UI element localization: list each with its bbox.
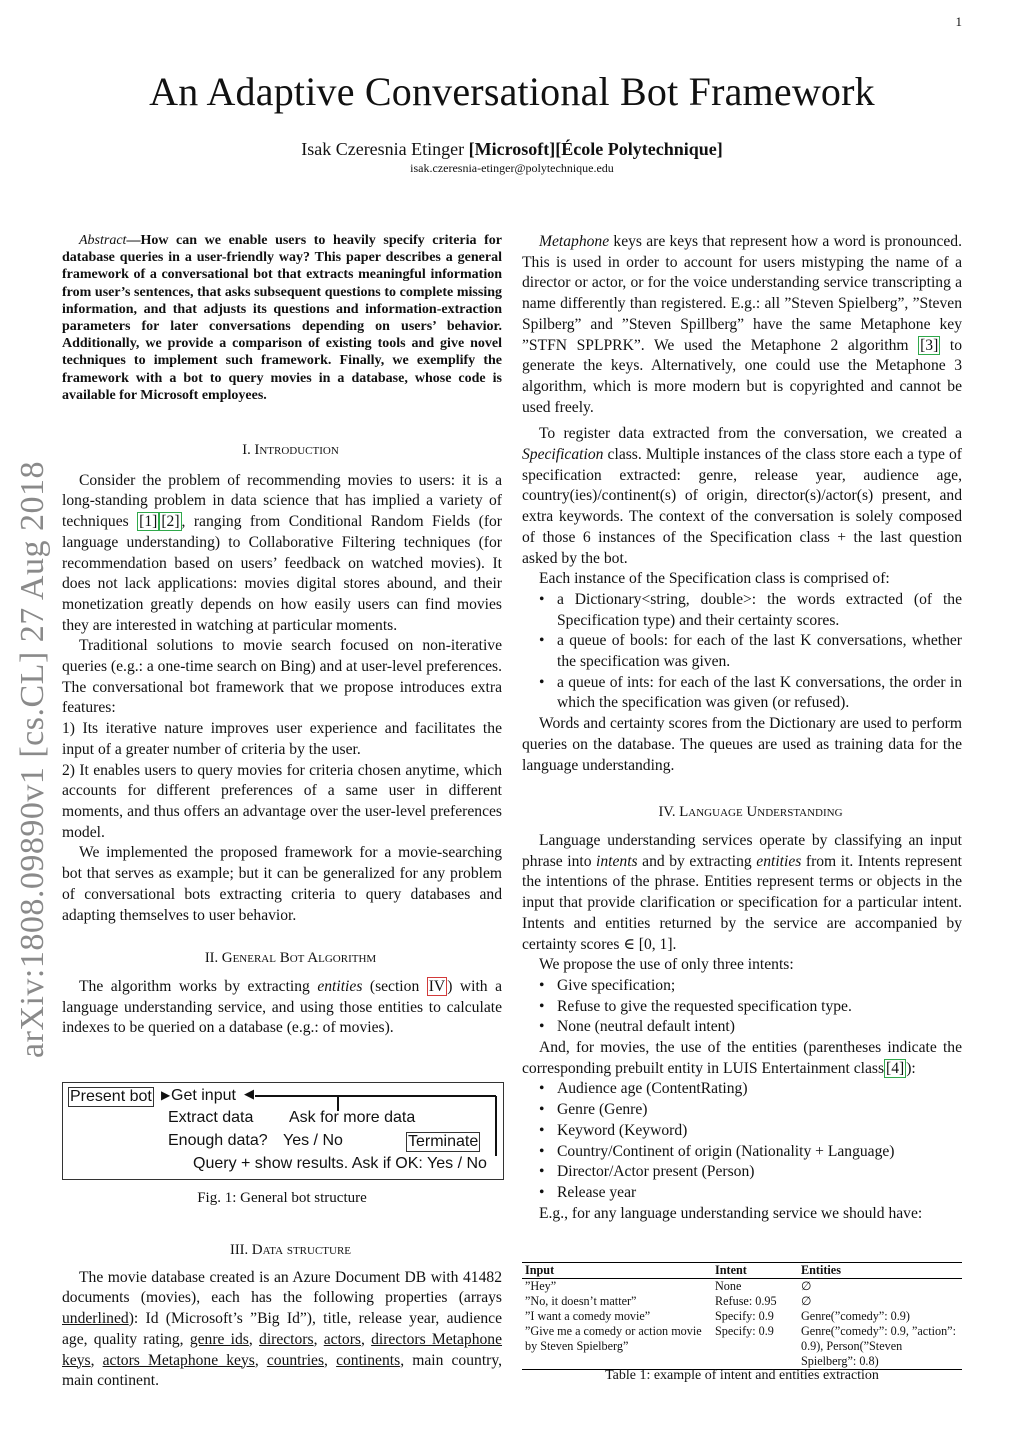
citation-3[interactable]: [3] [920, 336, 939, 354]
lu-paragraph-2: We propose the use of only three intents: [539, 956, 794, 974]
specification-paragraph: To register data extracted from the conversation, we created a Specification class. Multiple instances of the class store each a type of specification extracted: genre, release year, audience age, country(ies)/continent(s) of origin, director(s)/actor(s) present, and extra keywords. The context of the conversation is solely composed of those 6 instances of the Specification class + the last question asked by the bot. [522, 425, 962, 567]
header-entities: Entities [798, 1263, 962, 1279]
node-yes-no: Yes / No [283, 1132, 343, 1149]
lu-paragraph-4: E.g., for any language understanding service we should have: [539, 1204, 923, 1222]
intent-entities-table [522, 1262, 962, 1370]
author-name: Isak Czeresnia Etinger [301, 139, 465, 159]
list-item: • Genre (Genre) [557, 1100, 962, 1121]
metaphone-paragraph: Metaphone keys are keys that represent how a word is pronounced. This is used in order to account for users mistyping the name of a director or actor, or for the voice understanding service transcripting a name differently than registered. E.g.: all ”Steven Spielberg”, ”Steven Spilberg” and ”Steven Spillberg” have the same Metaphone key ”STFN SPLPRK”. We used the Metaphone 2 algorithm [3] to generate the keys. Alternatively, one could use the Metaphone 3 algorithm, which is more modern but is copyrighted and cannot be used freely. [522, 233, 962, 416]
arxiv-stamp: arXiv:1808.09890v1 [cs.CL] 27 Aug 2018 [14, 461, 51, 1058]
section-ref-iv[interactable]: IV [428, 977, 446, 995]
list-item: • a queue of bools: for each of the last K conversations, whether the specification was given. [557, 631, 962, 672]
table-cell: Genre(”comedy”: 0.9) [801, 1309, 910, 1323]
node-terminate: Terminate [408, 1133, 479, 1150]
table-cell: Genre(”comedy”: 0.9, ”action”: 0.9), Person(”Steven Spielberg”: 0.8) [798, 1324, 962, 1370]
citation-2[interactable]: [2] [161, 513, 180, 531]
list-item: • None (neutral default intent) [557, 1017, 962, 1038]
list-item: • Refuse to give the requested specification type. [557, 997, 962, 1018]
table-cell: ”Give me a comedy or action movie by Steven Spielberg” [522, 1324, 712, 1370]
table-cell: ”No, it doesn’t matter” [525, 1294, 637, 1308]
node-present-bot: Present bot [70, 1088, 152, 1105]
arrow-left-icon: ◀ [244, 1086, 254, 1101]
list-item: • a queue of ints: for each of the last K conversations, the order in which the specification was given (or refused). [557, 673, 962, 714]
figure-1-diagram [62, 1082, 504, 1180]
intents-list [522, 976, 962, 1038]
abstract-text: —How can we enable users to heavily specify criteria for database queries in a user-friendly way? This paper describes a general framework of a conversational bot that extracts meaningful information from user’s sentences, that asks subsequent questions to complete missing information, and that adjusts its questions and information-extraction parameters for later conversations depending on users’ behavior. Additionally, we provide a comparison of existing tools and give novel techniques to implement such framework. Finally, we exemplify the framework with a bot to query movies in a database, whose code is available for Microsoft employees. [62, 233, 502, 403]
table-row [522, 1309, 962, 1324]
paper-title: An Adaptive Conversational Bot Framework [149, 69, 875, 114]
table-header-row [522, 1263, 962, 1279]
abstract [62, 232, 502, 404]
table-1-container [522, 1262, 962, 1370]
left-column [62, 232, 502, 1039]
section-heading-intro: I. Introduction [242, 442, 339, 459]
table-cell: ”Hey” [525, 1279, 557, 1293]
list-item: • a Dictionary<string, double>: the words extracted (of the Specification type) and their certainty scores. [557, 590, 962, 631]
data-paragraph: The movie database created is an Azure Document DB with 41482 documents (movies), each has the following properties (arrays underlined): Id (Microsoft’s ”Big Id”), title, release year, audience age, quality rating, genre ids, directors, actors, directors Metaphone keys, actors Metaphone keys, countries, continents, main country, main continent. [62, 1268, 503, 1390]
table-1-caption: Table 1: example of intent and entities extraction [605, 1368, 879, 1383]
table-cell: ∅ [801, 1294, 812, 1308]
abstract-label: Abstract [79, 233, 127, 248]
list-item: • Give specification; [557, 976, 962, 997]
page-number: 1 [955, 14, 962, 29]
table-cell: ∅ [801, 1279, 812, 1293]
node-ask-more-data: Ask for more data [289, 1109, 416, 1126]
lu-paragraph-3: And, for movies, the use of the entities (parentheses indicate the corresponding prebuilt entity in LUIS Entertainment class [4] ): [522, 1039, 962, 1077]
author-email: isak.czeresnia-etinger@polytechnique.edu [410, 161, 614, 175]
arrow-right-icon: ▶ [161, 1088, 171, 1102]
list-item: • Audience age (ContentRating) [557, 1079, 962, 1100]
right-column [522, 232, 962, 1224]
table-cell: Specify: 0.9 [715, 1309, 774, 1323]
node-get-input: Get input [171, 1087, 236, 1104]
section-heading-language-understanding: IV. Language Understanding [658, 804, 843, 821]
table-cell: Specify: 0.9 [712, 1324, 798, 1370]
citation-4[interactable]: [4] [886, 1059, 905, 1077]
algorithm-paragraph: The algorithm works by extracting entities (section IV ) with a language understanding service, and using those entities to calculate indexes to be queried on a database (e.g.: of movies). [62, 977, 502, 1037]
node-extract-data: Extract data [168, 1109, 254, 1126]
node-enough-data: Enough data? [168, 1132, 268, 1149]
specification-intro: Each instance of the Specification class is comprised of: [539, 570, 890, 588]
list-item: • Keyword (Keyword) [557, 1121, 962, 1142]
header-input: Input [522, 1263, 712, 1279]
intro-paragraph-2: Traditional solutions to movie search focused on non-iterative queries (e.g.: a one-time search on Bing) and at user-level preferences. The conversational bot framework that we propose introduces extra features: [62, 637, 503, 717]
list-item: • Country/Continent of origin (Nationality + Language) [557, 1142, 962, 1163]
specification-list [522, 590, 962, 714]
node-query-show-results: Query + show results. Ask if OK: Yes / No [193, 1155, 487, 1172]
header-intent: Intent [712, 1263, 798, 1279]
table-row [522, 1279, 962, 1295]
intro-item-1: 1) Its iterative nature improves user experience and facilitates the input of a greater number of criteria by the user. [62, 720, 502, 758]
dictionary-paragraph: Words and certainty scores from the Dictionary are used to perform queries on the database. The queues are used as training data for the language understanding. [522, 715, 962, 774]
intro-paragraph-3: We implemented the proposed framework for a movie-searching bot that serves as example; but it can be generalized for any problem of conversational bots extracting criteria to query databases and adapting themselves to user behavior. [62, 844, 502, 924]
left-column-bottom [62, 1240, 502, 1392]
lu-paragraph-1: Language understanding services operate by classifying an input phrase into intents and by extracting entities from it. Intents represent the intentions of the phrase. Entities represent terms or objects in the input that provide clarification or specification for a particular intent. Intents and entities returned by the service are accompanied by certainty scores ∈ [0, 1]. [522, 831, 962, 953]
section-heading-data: III. Data structure [229, 1242, 351, 1258]
section-heading-algorithm: II. General Bot Algorithm [204, 950, 377, 967]
table-cell: None [715, 1279, 742, 1293]
table-cell: Refuse: 0.95 [715, 1294, 777, 1308]
intro-item-2: 2) It enables users to query movies for criteria chosen anytime, which accounts for different preferences of a same user in different moments, and thus offers an advantage over the user-level preferences model. [62, 761, 502, 841]
table-row [522, 1294, 962, 1309]
table-cell: ”I want a comedy movie” [525, 1309, 651, 1323]
author-affiliation: [Microsoft][École Polytechnique] [468, 139, 723, 159]
citation-1[interactable]: [1] [139, 513, 158, 531]
intro-paragraph-1: Consider the problem of recommending movies to users: it is a long-standing problem in data science that has implied a variety of techniques [1] [2] , ranging from Conditional Random Fields (for language understanding) to Collaborative Filtering techniques (for recommendation based on users’ feedback on watched movies). It does not lack applications: movies digital stores abound, and their monetization greatly depends on how easily users can find movies they are interested in watching at particular moments. [62, 471, 502, 634]
table-row [522, 1324, 962, 1370]
figure-1-caption: Fig. 1: General bot structure [197, 1190, 367, 1206]
list-item: • Release year [557, 1183, 962, 1204]
entities-list [522, 1079, 962, 1203]
list-item: • Director/Actor present (Person) [557, 1162, 962, 1183]
author-line [0, 139, 1024, 160]
